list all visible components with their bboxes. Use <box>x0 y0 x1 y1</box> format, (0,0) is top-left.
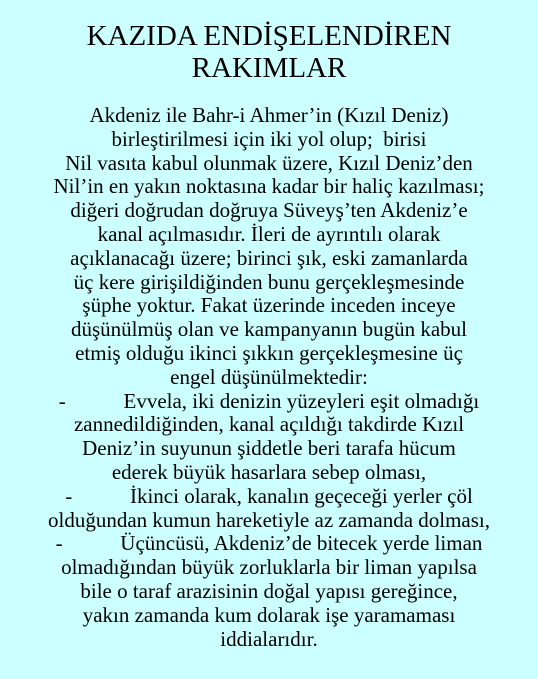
body-line: açıklanacağı üzere; birinci şık, eski zamanlarda <box>70 245 468 270</box>
document-body <box>0 104 538 651</box>
body-line: iddialarıdır. <box>220 626 318 651</box>
body-line: Deniz’in suyunun şiddetle beri tarafa hücum <box>82 436 456 461</box>
title-line: KAZIDA ENDİŞELENDİREN <box>86 20 452 52</box>
body-line: ederek büyük hasarlara sebep olması, <box>111 459 427 484</box>
title-line: RAKIMLAR <box>191 52 347 84</box>
bullet-line: - Evvela, iki denizin yüzeyleri eşit olmadığı <box>58 388 480 413</box>
body-line: birleştirilmesi için iki yol olup; birisi <box>111 126 427 151</box>
body-line: diğeri doğrudan doğruya Süveyş’ten Akdeniz’e <box>70 198 468 223</box>
body-line: Akdeniz ile Bahr-i Ahmer’in (Kızıl Deniz) <box>89 103 449 127</box>
body-line: olmadığından büyük zorluklarla bir liman yapılsa <box>61 555 477 580</box>
body-line: engel düşünülmektedir: <box>170 364 368 389</box>
bullet-line: - Üçüncüsü, Akdeniz’de bitecek yerde liman <box>55 531 483 556</box>
bullet-line: - İkinci olarak, kanalın geçeceği yerler çöl <box>65 483 473 508</box>
body-line: şüphe yoktur. Fakat üzerinde inceden inceye <box>82 293 456 318</box>
body-line: Nil’in en yakın noktasına kadar bir haliç kazılması; <box>53 174 485 199</box>
body-line: olduğundan kumun hareketiyle az zamanda dolması, <box>47 507 491 532</box>
body-line: zannedildiğinden, kanal açıldığı takdirde Kızıl <box>73 412 465 437</box>
body-line: etmiş olduğu ikinci şıkkın gerçekleşmesine üç <box>75 340 463 365</box>
body-line: bile o taraf arazisinin doğal yapısı gereğince, <box>80 578 458 603</box>
body-line: yakın zamanda kum dolarak işe yaramaması <box>82 602 456 627</box>
body-line: kanal açılmasıdır. İleri de ayrıntılı olarak <box>97 221 441 246</box>
document-title <box>0 20 538 84</box>
body-line: Nil vasıta kabul olunmak üzere, Kızıl Deniz’den <box>65 150 473 175</box>
body-line: üç kere girişildiğinden bunu gerçekleşmesinde <box>73 269 465 294</box>
body-line: düşünülmüş olan ve kampanyanın bugün kabul <box>70 317 468 342</box>
